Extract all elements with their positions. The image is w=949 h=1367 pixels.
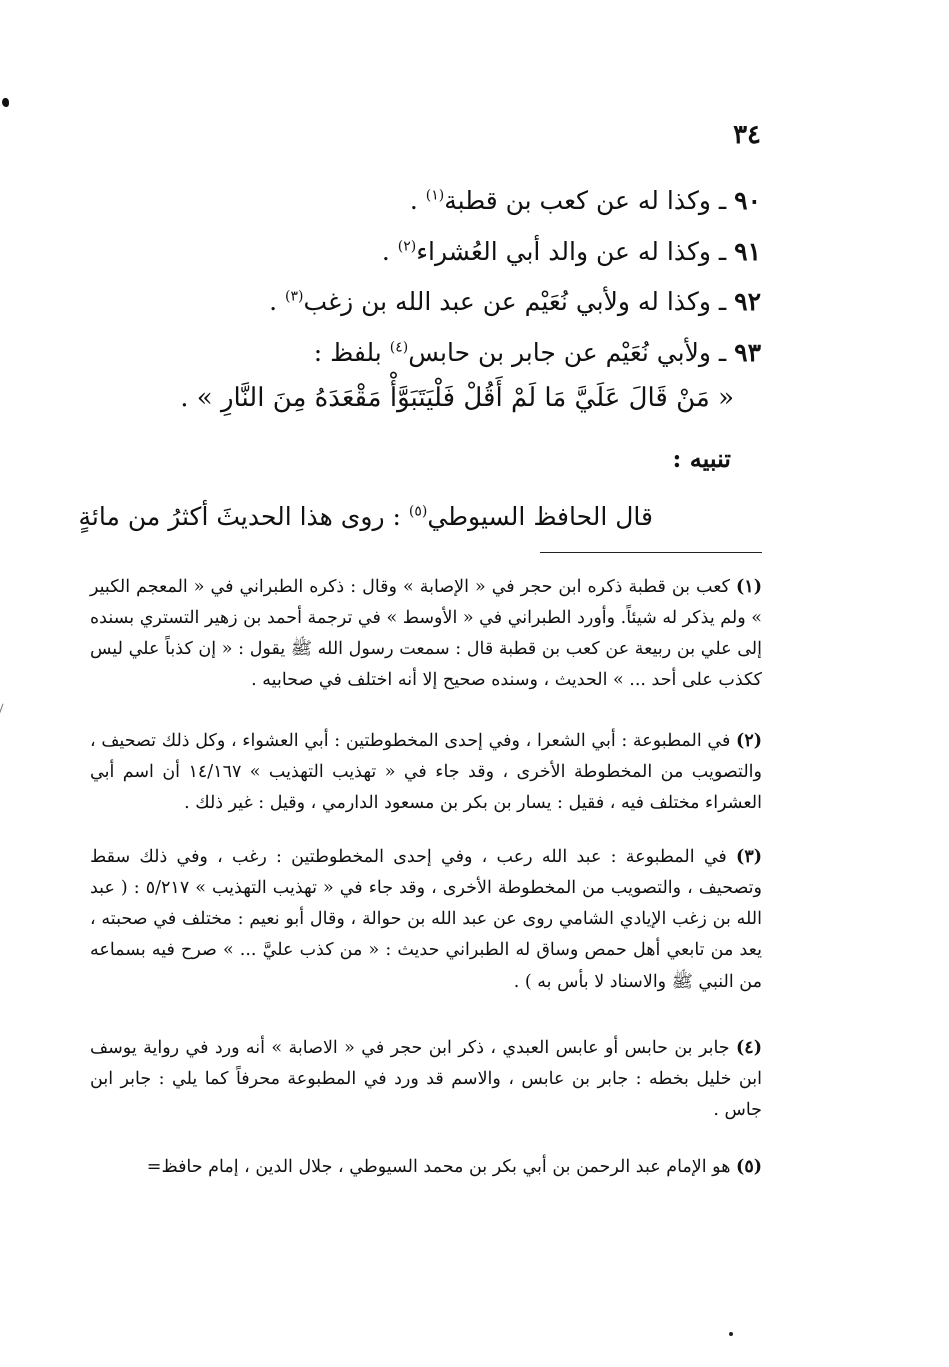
footnote-text: جابر بن حابس أو عابس العبدي ، ذكر ابن حجر في « الاصابة » أنه ورد في رواية يوسف ابن خليل بخطه : جابر بن عابس ، والاسم قد ورد في المطبوعة محرفاً كما يلي : جابر ابن جاس . <box>90 1038 762 1121</box>
footnote-ref: (١) <box>425 187 445 204</box>
entry-number: ٩٠ <box>734 186 761 215</box>
entry-number: ٩١ <box>734 237 761 266</box>
footnote-text: كعب بن قطبة ذكره ابن حجر في « الإصابة » وقال : ذكره الطبراني في « المعجم الكبير » ولم يذكر له شيئاً. وأورد الطبراني في « الأوسط » في ترجمة أحمد بن زهير التستري بسنده إلى علي بن ربيعة عن كعب بن قطبة قال : سمعت رسول الله ﷺ يقول : « إن كذباً علي ليس ككذب على أحد ... » الحديث ، وسنده صحيح إلا أنه اختلف في صحابيه . <box>90 577 762 691</box>
intro-text: : روى هذا الحديثَ أكثرُ من مائةٍ <box>78 502 409 531</box>
hadith-quote: « مَنْ قَالَ عَلَيَّ مَا لَمْ أَقُلْ فَلْيَتَبَوَّأْ مَقْعَدَهُ مِنَ النَّارِ » . <box>180 383 734 413</box>
footnote-number: (٤) <box>736 1038 762 1058</box>
entry-end: . <box>381 237 398 266</box>
footnote-text: هو الإمام عبد الرحمن بن أبي بكر بن محمد السيوطي ، جلال الدين ، إمام حافظ= <box>146 1157 731 1177</box>
footnote-5 <box>90 1152 762 1183</box>
intro-text: قال الحافظ السيوطي <box>427 502 653 531</box>
entry-number: ٩٢ <box>734 287 761 316</box>
margin-scan-mark <box>0 704 7 719</box>
entry-text: ـ وكذا له عن والد أبي العُشراء <box>416 237 727 266</box>
footnote-ref: (٤) <box>389 339 409 356</box>
main-entry-90 <box>410 186 761 216</box>
entry-end: . <box>269 287 286 316</box>
footnote-divider <box>540 552 762 553</box>
main-entry-91 <box>382 237 761 267</box>
entry-end: بلفظ : <box>313 338 390 367</box>
footnote-1 <box>90 572 762 697</box>
bottom-ink-dot <box>729 1332 733 1336</box>
footnote-number: (١) <box>736 577 762 597</box>
main-entry-93 <box>314 338 761 368</box>
footnote-ref: (٢) <box>397 238 417 255</box>
entry-text: ـ وكذا له ولأبي نُعَيْم عن عبد الله بن زغب <box>303 287 727 316</box>
footnote-4 <box>90 1033 762 1126</box>
entry-end: . <box>409 186 426 215</box>
intro-line <box>79 502 653 531</box>
footnote-text: في المطبوعة : أبي الشعرا ، وفي إحدى المخطوطتين : أبي العشواء ، وكل ذلك تصحيف ، والتصويب من المخطوطة الأخرى ، وقد جاء في « تهذيب التهذيب » ١٤/١٦٧ أن اسم أبي العشراء مختلف فيه ، فقيل : يسار بن بكر بن مسعود الدارمي ، وقيل : غير ذلك . <box>90 731 762 814</box>
section-heading: تنبيه : <box>672 444 731 473</box>
footnote-3 <box>90 842 762 998</box>
entry-text: ـ ولأبي نُعَيْم عن جابر بن حابس <box>408 338 727 367</box>
footnote-number: (٣) <box>736 847 762 867</box>
entry-number: ٩٣ <box>734 338 761 367</box>
main-entry-92 <box>269 287 761 317</box>
entry-text: ـ وكذا له عن كعب بن قطبة <box>444 186 727 215</box>
margin-ink-mark <box>2 98 9 107</box>
footnote-2 <box>90 726 762 819</box>
footnote-number: (٢) <box>736 731 762 751</box>
footnote-text: في المطبوعة : عبد الله رعب ، وفي إحدى المخطوطتين : رغب ، وفي ذلك سقط وتصحيف ، والتصويب من المخطوطة الأخرى ، وقد جاء في « تهذيب التهذيب » ٥/٢١٧ : ( عبد الله بن زغب الإيادي الشامي روى عن عبد الله بن حوالة ، وقال أبو نعيم : مختلف في صحبته ، يعد من تابعي أهل حمص وساق له الطبراني حديث : « من كذب عليَّ ... » صرح فيه بسماعه من النبي ﷺ والاسناد لا بأس به ) . <box>90 847 762 992</box>
footnote-ref: (٣) <box>285 288 304 305</box>
page-number: ٣٤ <box>733 120 761 150</box>
footnote-ref: (٥) <box>408 503 428 520</box>
footnote-number: (٥) <box>736 1157 762 1177</box>
